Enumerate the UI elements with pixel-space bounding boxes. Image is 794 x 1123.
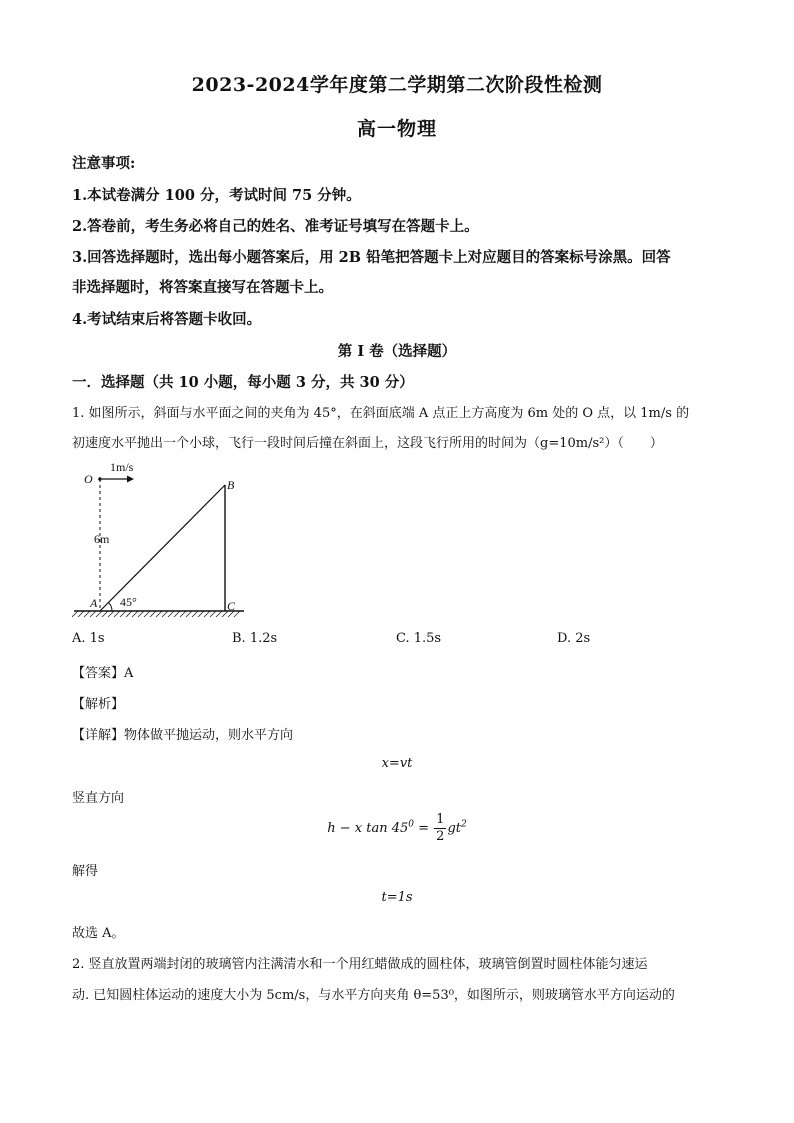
velocity-arrowhead [127,476,134,483]
eq2-right: gt [447,821,461,836]
eq2-equals: = [414,821,434,836]
solve-label: 解得 [72,864,99,879]
notice-heading: 注意事项: [72,155,136,172]
point-b-label: B [227,478,235,492]
notice-item-2: 2.答卷前，考生务必将自己的姓名、准考证号填写在答题卡上。 [72,218,479,235]
vertical-direction-label: 竖直方向 [72,791,125,806]
question-1-text-line1: 1. 如图所示，斜面与水平面之间的夹角为 45°，在斜面底端 A 点正上方高度为 6m 处的 O 点，以 1m/s 的 [72,406,690,421]
question-1-text-line2: 初速度水平抛出一个小球，飞行一段时间后撞在斜面上，这段飞行所用的时间为（g=10m/s²）（ ） [72,436,663,451]
incline-figure [72,455,252,620]
question-2-text-line1: 2. 竖直放置两端封闭的玻璃管内注满清水和一个用红蜡做成的圆柱体，玻璃管倒置时圆柱体能匀速运 [72,957,648,972]
point-o-dot [98,477,102,481]
equation-vertical [0,812,794,845]
eq2-exponent: 2 [461,819,467,830]
velocity-label: 1m/s [110,460,134,474]
point-c-label: C [227,599,236,613]
ground-hatching [72,611,240,617]
incline-line [100,485,225,611]
notice-item-3: 3.回答选择题时，选出每小题答案后，用 2B 铅笔把答题卡上对应题目的答案标号涂黑。回答 [72,249,671,266]
question-2-text-line2: 动. 已知圆柱体运动的速度大小为 5cm/s，与水平方向夹角 θ=53⁰，如图所示，则玻璃管水平方向运动的 [72,988,675,1003]
point-o-label: O [84,472,93,486]
one-half-fraction [434,812,446,845]
notice-item-1: 1.本试卷满分 100 分，考试时间 75 分钟。 [72,187,361,204]
eq2-left: h − x tan 45 [327,821,409,836]
notice-item-3-cont: 非选择题时，将答案直接写在答题卡上。 [72,279,333,296]
choose-line: 故选 A。 [72,926,125,941]
angle-arc [109,603,113,612]
eq2-degree: 0 [408,819,414,830]
point-a-label: A [90,596,98,610]
fraction-numerator: 1 [436,812,445,827]
option-a: A. 1s [72,631,105,646]
notice-item-4: 4.考试结束后将答题卡收回。 [72,311,262,328]
analysis-heading: 【解析】 [72,697,125,712]
volume-title: 第 I 卷（选择题） [337,343,457,360]
equation-horizontal: x=vt [381,756,413,771]
fraction-denominator: 2 [436,829,445,844]
option-c: C. 1.5s [396,631,442,646]
equation-result: t=1s [381,890,413,905]
subject-title: 高一物理 [356,118,437,140]
exam-title: 2023-2024学年度第二学期第二次阶段性检测 [191,74,603,96]
angle-label: 45° [120,595,137,609]
answer-line: 【答案】A [72,666,134,681]
detail-line: 【详解】物体做平抛运动，则水平方向 [72,728,294,743]
option-d: D. 2s [557,631,591,646]
part-title: 一．选择题（共 10 小题，每小题 3 分，共 30 分） [72,374,414,391]
height-label: 6m [94,532,110,546]
option-b: B. 1.2s [232,631,278,646]
